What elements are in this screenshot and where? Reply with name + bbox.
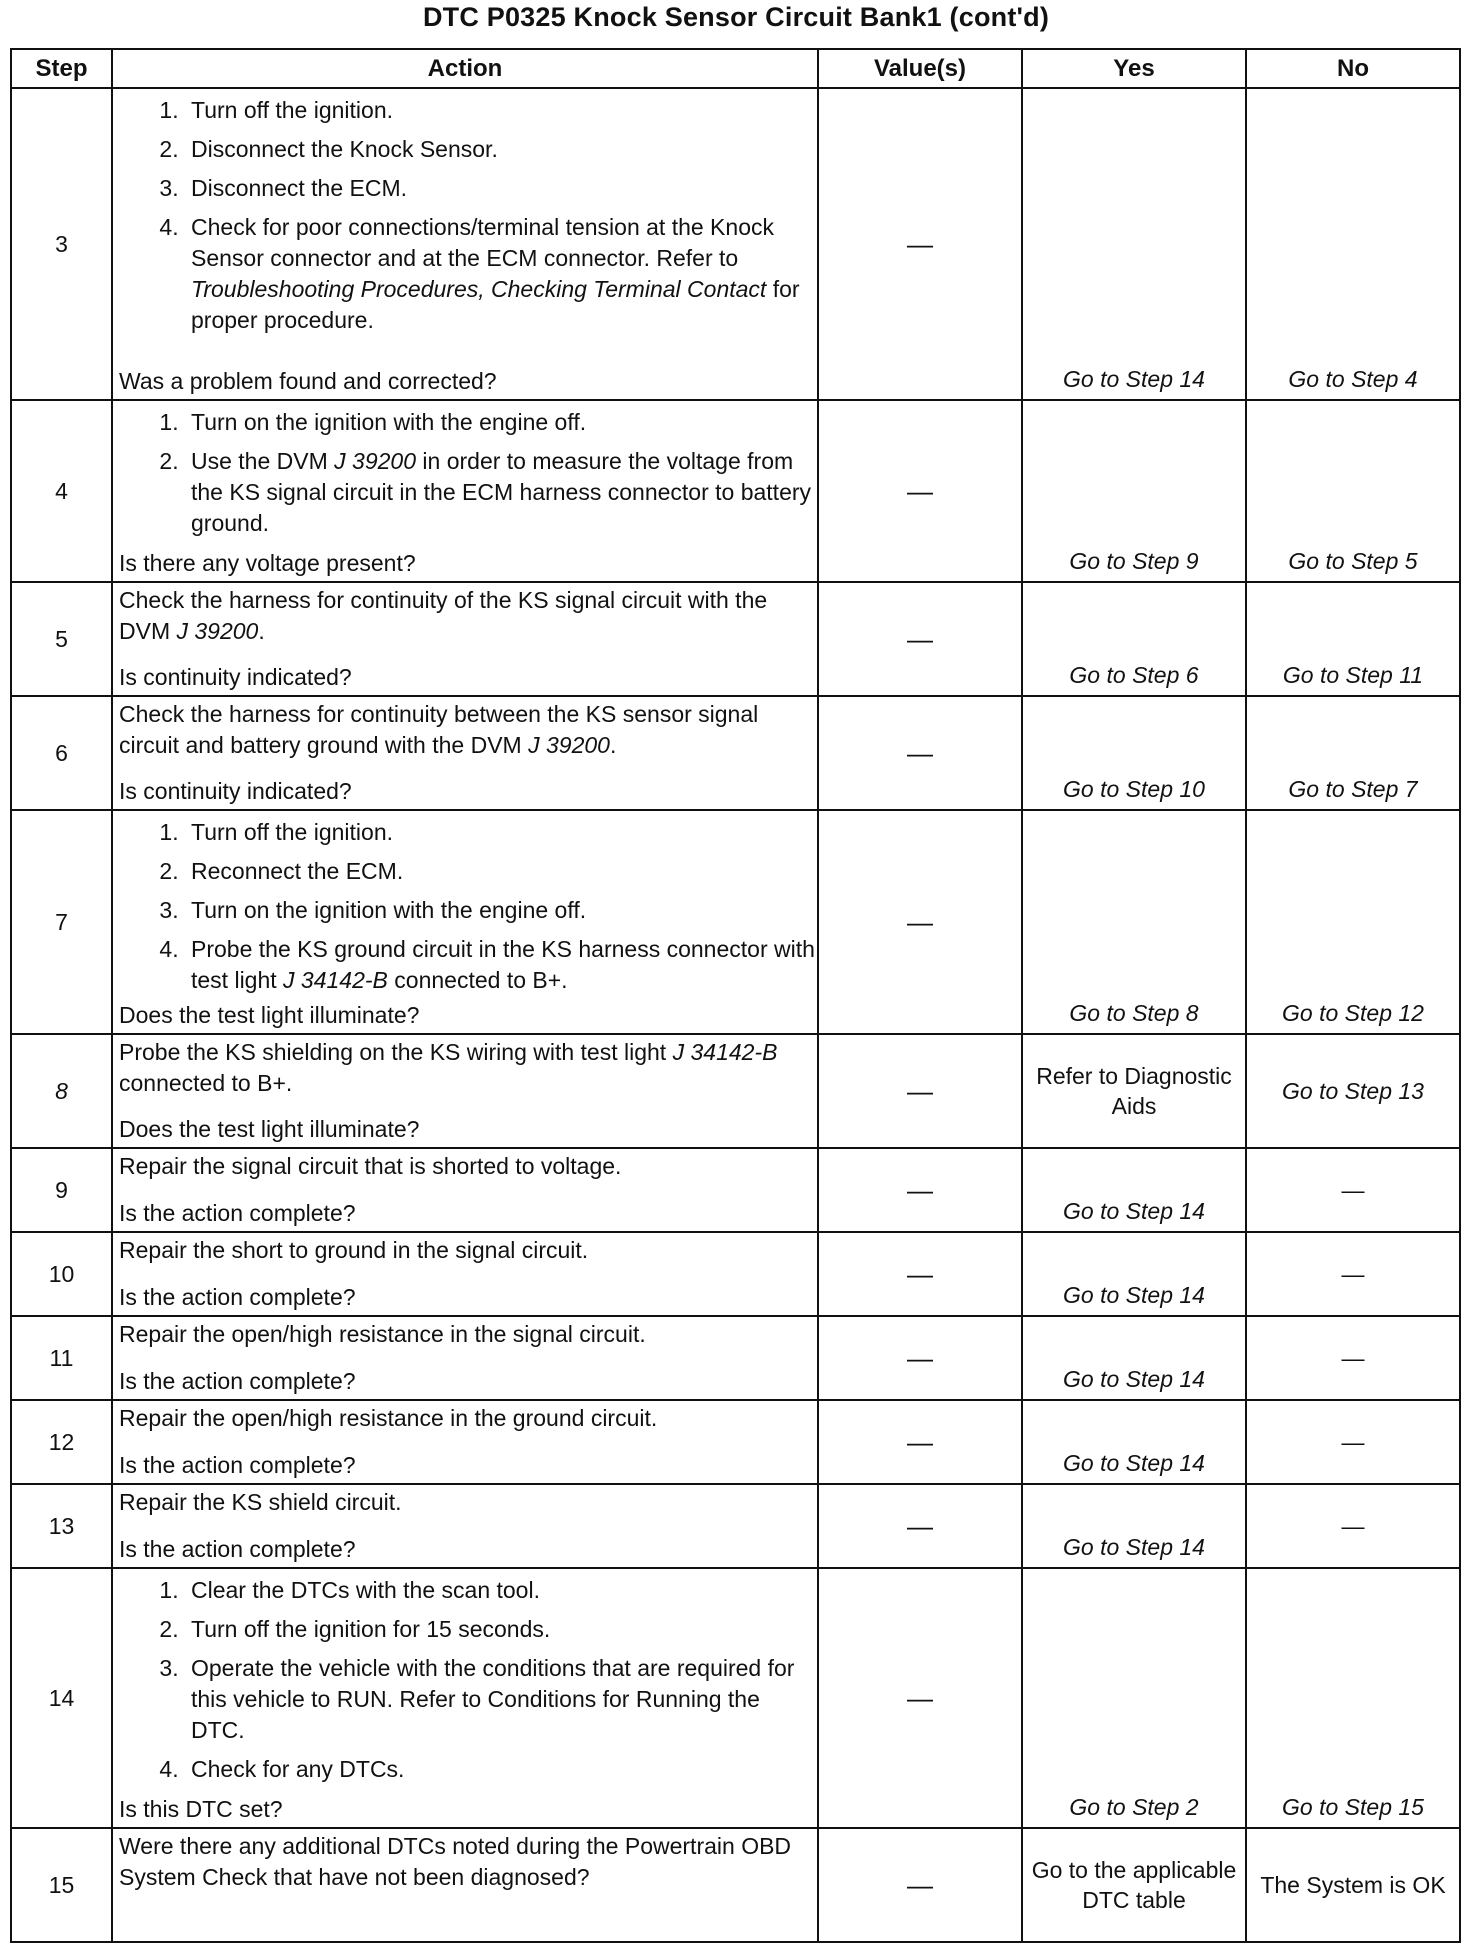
emphasis-text: J 34142-B (283, 967, 388, 993)
action-cell (112, 88, 818, 400)
action-cell (112, 810, 818, 1034)
text-segment: Turn on the ignition with the engine off. (191, 897, 587, 923)
text-segment: Turn off the ignition. (191, 97, 394, 123)
table-row (11, 1400, 1460, 1484)
action-content (113, 401, 817, 581)
yes-cell: Go to Step 14 (1022, 1484, 1246, 1568)
text-segment: Disconnect the ECM. (191, 175, 408, 201)
value-cell: — (818, 88, 1022, 400)
emphasis-text: J 39200 (176, 618, 259, 644)
diagnostic-table (10, 48, 1461, 1943)
action-cell (112, 1034, 818, 1148)
action-step-item (185, 1614, 817, 1645)
table-row (11, 400, 1460, 582)
action-content (113, 89, 817, 399)
step-number: 15 (11, 1828, 112, 1942)
text-segment: Probe the KS shielding on the KS wiring with test light (119, 1039, 673, 1065)
action-question: Is continuity indicated? (119, 664, 352, 690)
action-steps-list (113, 817, 817, 996)
step-number: 11 (11, 1316, 112, 1400)
action-question: Is the action complete? (119, 1452, 356, 1478)
table-row (11, 1568, 1460, 1828)
text-segment: Use the DVM (191, 448, 335, 474)
no-cell: — (1246, 1316, 1460, 1400)
action-cell (112, 696, 818, 810)
no-cell: — (1246, 1148, 1460, 1232)
text-segment: Check the harness for continuity between the KS sensor signal circuit and battery ground with the DVM (119, 701, 759, 758)
no-cell: — (1246, 1400, 1460, 1484)
action-step-item (185, 895, 817, 926)
action-text (113, 1401, 817, 1434)
emphasis-text: Troubleshooting Procedures, Checking Terminal Contact (191, 276, 767, 302)
action-text (113, 697, 817, 761)
step-number: 10 (11, 1232, 112, 1316)
value-cell: — (818, 696, 1022, 810)
step-number: 3 (11, 88, 112, 400)
action-step-item (185, 1575, 817, 1606)
text-segment: Probe the KS ground circuit in the KS harness connector with test light (191, 936, 815, 993)
text-segment: for proper procedure. (191, 276, 800, 333)
text-segment: connected to B+. (387, 967, 568, 993)
table-body (11, 88, 1460, 1942)
text-segment: Clear the DTCs with the scan tool. (191, 1577, 540, 1603)
text-segment: connected to B+. (119, 1070, 293, 1096)
action-question: Is the action complete? (119, 1284, 356, 1310)
header-no: No (1246, 49, 1460, 88)
page-title: DTC P0325 Knock Sensor Circuit Bank1 (cont'd) (422, 2, 1050, 32)
value-cell: — (818, 810, 1022, 1034)
text-segment: Check for any DTCs. (191, 1756, 405, 1782)
table-row (11, 1484, 1460, 1568)
value-cell: — (818, 582, 1022, 696)
action-text (113, 1035, 817, 1099)
table-row (11, 88, 1460, 400)
table-row (11, 1316, 1460, 1400)
header-action: Action (112, 49, 818, 88)
action-steps-list (113, 95, 817, 336)
action-step-item (185, 212, 817, 336)
action-cell (112, 1400, 818, 1484)
value-cell: — (818, 1148, 1022, 1232)
yes-cell: Go to Step 9 (1022, 400, 1246, 582)
action-content (113, 583, 817, 695)
emphasis-text: J 39200 (334, 448, 417, 474)
action-question: Is the action complete? (119, 1536, 356, 1562)
action-cell (112, 1148, 818, 1232)
no-cell: Go to Step 11 (1246, 582, 1460, 696)
text-segment: Repair the open/high resistance in the ground circuit. (119, 1405, 658, 1431)
action-content (113, 1485, 817, 1567)
table-row (11, 1034, 1460, 1148)
action-cell (112, 400, 818, 582)
action-question: Does the test light illuminate? (119, 1002, 420, 1028)
value-cell: — (818, 1316, 1022, 1400)
text-segment: Repair the signal circuit that is shorted to voltage. (119, 1153, 622, 1179)
text-segment: Turn off the ignition for 15 seconds. (191, 1616, 551, 1642)
action-content (113, 1035, 817, 1147)
no-cell: Go to Step 13 (1246, 1034, 1460, 1148)
action-content (113, 1569, 817, 1827)
table-row (11, 1828, 1460, 1942)
yes-cell: Go to Step 14 (1022, 1232, 1246, 1316)
action-step-item (185, 856, 817, 887)
step-number: 13 (11, 1484, 112, 1568)
action-step-item (185, 407, 817, 438)
action-step-item (185, 173, 817, 204)
emphasis-text: J 39200 (528, 732, 610, 758)
action-text (113, 1829, 817, 1893)
action-question: Was a problem found and corrected? (119, 368, 497, 394)
text-segment: . (609, 732, 617, 758)
action-question: Is continuity indicated? (119, 778, 352, 804)
action-cell (112, 582, 818, 696)
action-question: Is this DTC set? (119, 1796, 283, 1822)
action-text (113, 1149, 817, 1182)
yes-cell: Go to Step 10 (1022, 696, 1246, 810)
yes-cell: Go to Step 8 (1022, 810, 1246, 1034)
step-number: 6 (11, 696, 112, 810)
yes-cell: Go to Step 2 (1022, 1568, 1246, 1828)
action-content (113, 1233, 817, 1315)
action-step-item (185, 1653, 817, 1746)
table-row (11, 1232, 1460, 1316)
table-header-row (11, 49, 1460, 88)
text-segment: Turn on the ignition with the engine off. (191, 409, 587, 435)
no-cell: — (1246, 1232, 1460, 1316)
header-values: Value(s) (818, 49, 1022, 88)
action-step-item (185, 95, 817, 126)
action-question: Is the action complete? (119, 1368, 356, 1394)
value-cell: — (818, 1034, 1022, 1148)
action-cell (112, 1828, 818, 1942)
step-number: 5 (11, 582, 112, 696)
yes-cell: Refer to Diagnostic Aids (1022, 1034, 1246, 1148)
action-step-item (185, 134, 817, 165)
step-number: 4 (11, 400, 112, 582)
no-cell: Go to Step 15 (1246, 1568, 1460, 1828)
action-content (113, 1829, 817, 1941)
text-segment: Disconnect the Knock Sensor. (191, 136, 498, 162)
value-cell: — (818, 1484, 1022, 1568)
text-segment: Operate the vehicle with the conditions that are required for this vehicle to RUN. Refer to Conditions for Running the DTC. (191, 1655, 795, 1743)
table-row (11, 582, 1460, 696)
action-cell (112, 1316, 818, 1400)
action-step-item (185, 446, 817, 539)
step-number: 9 (11, 1148, 112, 1232)
action-steps-list (113, 1575, 817, 1785)
text-segment: Repair the KS shield circuit. (119, 1489, 402, 1515)
action-content (113, 1401, 817, 1483)
yes-cell: Go to the applicable DTC table (1022, 1828, 1246, 1942)
action-content (113, 1149, 817, 1231)
action-text (113, 1485, 817, 1518)
step-number: 7 (11, 810, 112, 1034)
text-segment: Turn off the ignition. (191, 819, 394, 845)
text-segment: . (258, 618, 265, 644)
text-segment: Repair the open/high resistance in the signal circuit. (119, 1321, 646, 1347)
no-cell: Go to Step 5 (1246, 400, 1460, 582)
action-text (113, 583, 817, 647)
action-cell (112, 1484, 818, 1568)
action-step-item (185, 934, 817, 996)
action-step-item (185, 817, 817, 848)
text-segment: Check the harness for continuity of the KS signal circuit with the DVM (119, 587, 768, 644)
emphasis-text: J 34142-B (672, 1039, 778, 1065)
action-text (113, 1317, 817, 1350)
action-cell (112, 1232, 818, 1316)
header-step: Step (11, 49, 112, 88)
action-question: Does the test light illuminate? (119, 1116, 420, 1142)
action-question: Is there any voltage present? (119, 550, 416, 576)
text-segment: in order to measure the voltage from the KS signal circuit in the ECM harness connector to battery ground. (191, 448, 812, 536)
text-segment: Were there any additional DTCs noted during the Powertrain OBD System Check that have not been diagnosed? (119, 1833, 792, 1890)
table-row (11, 810, 1460, 1034)
no-cell: — (1246, 1484, 1460, 1568)
step-number: 8 (11, 1034, 112, 1148)
no-cell: Go to Step 4 (1246, 88, 1460, 400)
no-cell: The System is OK (1246, 1828, 1460, 1942)
action-cell (112, 1568, 818, 1828)
action-steps-list (113, 407, 817, 539)
action-content (113, 697, 817, 809)
text-segment: Reconnect the ECM. (191, 858, 404, 884)
no-cell: Go to Step 12 (1246, 810, 1460, 1034)
action-question: Is the action complete? (119, 1200, 356, 1226)
value-cell: — (818, 1232, 1022, 1316)
yes-cell: Go to Step 14 (1022, 1316, 1246, 1400)
no-cell: Go to Step 7 (1246, 696, 1460, 810)
step-number: 14 (11, 1568, 112, 1828)
action-content (113, 1317, 817, 1399)
action-content (113, 811, 817, 1033)
yes-cell: Go to Step 14 (1022, 88, 1246, 400)
table-row (11, 696, 1460, 810)
yes-cell: Go to Step 6 (1022, 582, 1246, 696)
text-segment: Check for poor connections/terminal tension at the Knock Sensor connector and at the ECM connector. Refer to (191, 214, 774, 271)
value-cell: — (818, 1568, 1022, 1828)
value-cell: — (818, 1400, 1022, 1484)
action-step-item (185, 1754, 817, 1785)
value-cell: — (818, 400, 1022, 582)
text-segment: Repair the short to ground in the signal circuit. (119, 1237, 589, 1263)
yes-cell: Go to Step 14 (1022, 1400, 1246, 1484)
header-yes: Yes (1022, 49, 1246, 88)
table-row (11, 1148, 1460, 1232)
action-text (113, 1233, 817, 1266)
yes-cell: Go to Step 14 (1022, 1148, 1246, 1232)
value-cell: — (818, 1828, 1022, 1942)
step-number: 12 (11, 1400, 112, 1484)
